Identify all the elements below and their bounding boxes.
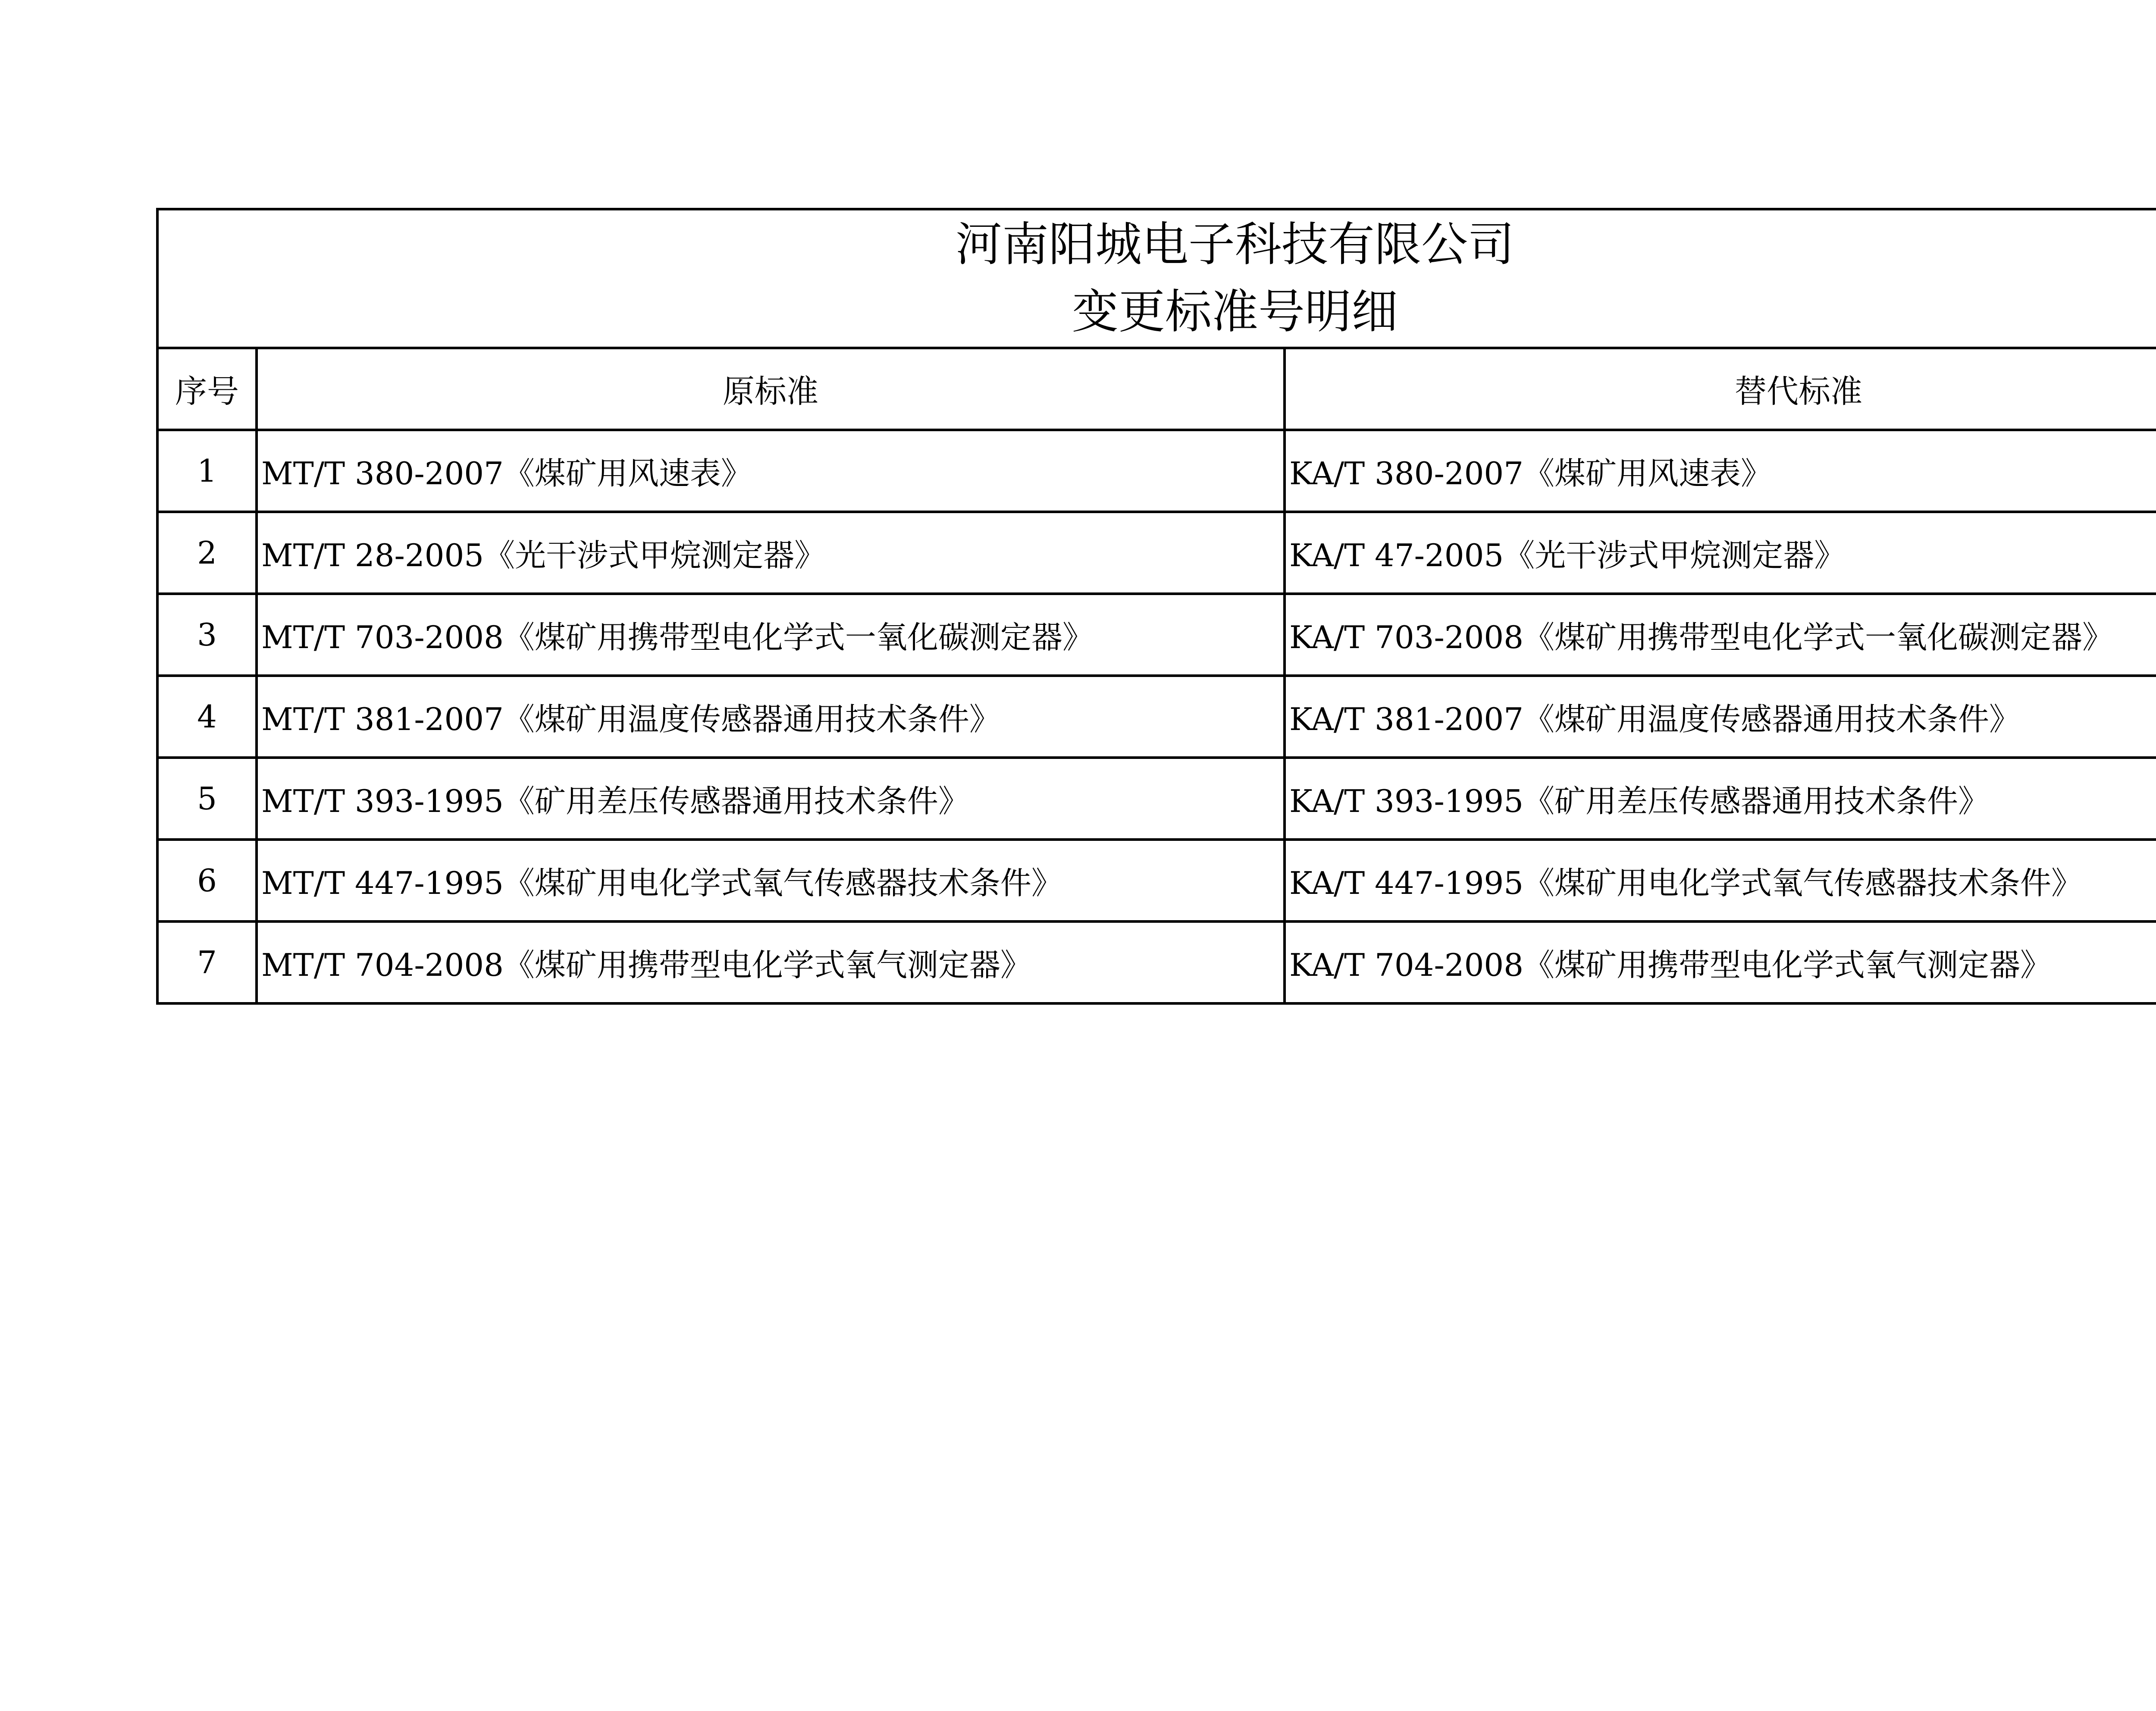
replacement-standard: KA/T 380-2007《煤矿用风速表》 xyxy=(1285,430,2156,512)
row-index: 1 xyxy=(157,430,257,512)
row-index: 4 xyxy=(157,676,257,758)
table-row xyxy=(157,676,2156,758)
replacement-standard: KA/T 704-2008《煤矿用携带型电化学式氧气测定器》 xyxy=(1285,921,2156,1003)
replacement-standard: KA/T 703-2008《煤矿用携带型电化学式一氧化碳测定器》 xyxy=(1285,594,2156,676)
header-replacement-standard: 替代标准 xyxy=(1285,348,2156,430)
header-original-standard: 原标准 xyxy=(257,348,1285,430)
table-row xyxy=(157,430,2156,512)
table-row xyxy=(157,512,2156,594)
row-index: 2 xyxy=(157,512,257,594)
original-standard: MT/T 381-2007《煤矿用温度传感器通用技术条件》 xyxy=(257,676,1285,758)
company-name: 河南阳城电子科技有限公司 xyxy=(956,218,1515,272)
table-body xyxy=(157,209,2156,1003)
header-index: 序号 xyxy=(157,348,257,430)
original-standard: MT/T 447-1995《煤矿用电化学式氧气传感器技术条件》 xyxy=(257,840,1285,921)
row-index: 6 xyxy=(157,840,257,921)
replacement-standard: KA/T 381-2007《煤矿用温度传感器通用技术条件》 xyxy=(1285,676,2156,758)
standards-table xyxy=(156,208,2156,1005)
replacement-standard: KA/T 47-2005《光干涉式甲烷测定器》 xyxy=(1285,512,2156,594)
original-standard: MT/T 393-1995《矿用差压传感器通用技术条件》 xyxy=(257,758,1285,840)
replacement-standard: KA/T 447-1995《煤矿用电化学式氧气传感器技术条件》 xyxy=(1285,840,2156,921)
table-row xyxy=(157,840,2156,921)
row-index: 7 xyxy=(157,921,257,1003)
header-row xyxy=(157,348,2156,430)
original-standard: MT/T 703-2008《煤矿用携带型电化学式一氧化碳测定器》 xyxy=(257,594,1285,676)
original-standard: MT/T 380-2007《煤矿用风速表》 xyxy=(257,430,1285,512)
table-row xyxy=(157,758,2156,840)
document-subtitle: 变更标准号明细 xyxy=(1072,285,1398,339)
row-index: 5 xyxy=(157,758,257,840)
replacement-standard: KA/T 393-1995《矿用差压传感器通用技术条件》 xyxy=(1285,758,2156,840)
original-standard: MT/T 28-2005《光干涉式甲烷测定器》 xyxy=(257,512,1285,594)
table-row xyxy=(157,921,2156,1003)
title-row xyxy=(157,209,2156,348)
original-standard: MT/T 704-2008《煤矿用携带型电化学式氧气测定器》 xyxy=(257,921,1285,1003)
title-cell xyxy=(157,209,2156,348)
table-row xyxy=(157,594,2156,676)
row-index: 3 xyxy=(157,594,257,676)
